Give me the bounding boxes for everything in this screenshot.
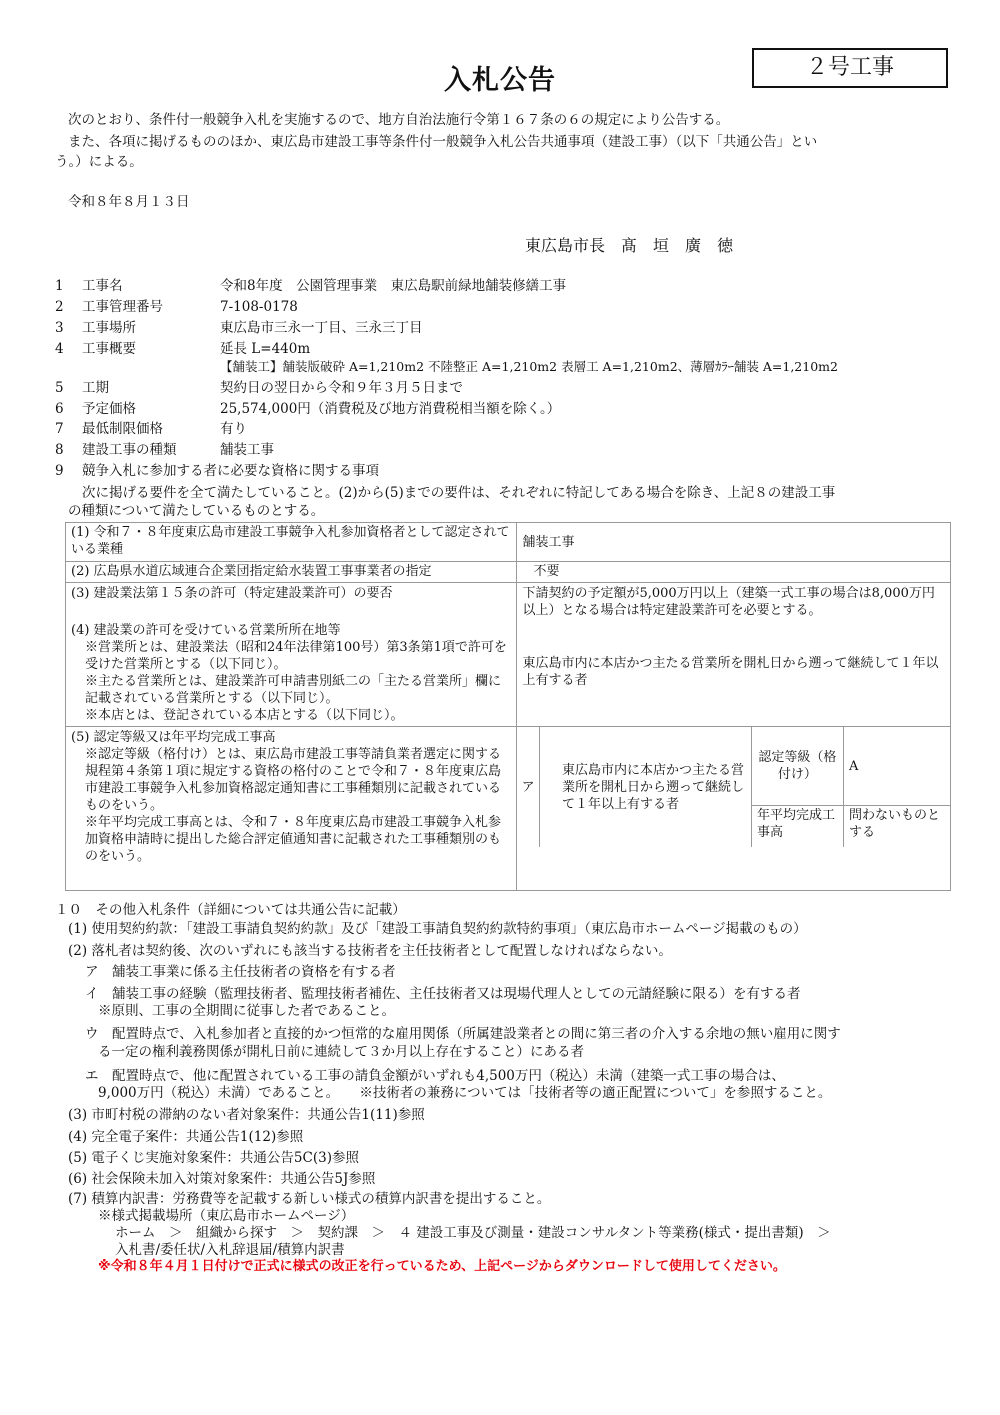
- page-title: 入札公告: [444, 65, 556, 96]
- condition-sub-item: ア 舗装工事業に係る主任技術者の資格を有する者: [85, 964, 396, 980]
- condition-sub-item: ウ 配置時点で、入札参加者と直接的かつ恒常的な雇用関係（所属建設業者との間に第三者の介入する余地の無い雇用に関す: [85, 1026, 841, 1042]
- requirement-label: (1) 令和７・８年度東広島市建設工事競争入札参加資格者として認定されている業種: [66, 523, 517, 562]
- item-value: 令和8年度 公園管理事業 東広島駅前緑地舗装修繕工事: [220, 278, 567, 294]
- requirement-4-value: 東広島市内に本店かつ主たる営業所を開札日から遡って継続して１年以上有する者: [522, 656, 939, 688]
- condition-sub-item-cont: る一定の権利義務関係が開札日前に連続して３か月以上存在すること）にある者: [98, 1044, 584, 1060]
- form-location-path: ホーム ＞ 組織から探す ＞ 契約課 ＞ ４ 建設工事及び測量・建設コンサルタント等業務(様式・提出書類) ＞: [115, 1225, 831, 1241]
- item-number: 8: [55, 442, 64, 458]
- amount-label: 年平均完成工事高: [751, 806, 843, 848]
- intro-line-3: う。）による。: [55, 154, 143, 170]
- requirement-value: [517, 727, 951, 891]
- item-value-detail: 【舗装工】舗装版破砕 A=1,210m2 不陸整正 A=1,210m2 表層工 A=1,210m2、薄層ｶﾗｰ舗装 A=1,210m2: [220, 359, 838, 374]
- construction-number-badge: ２号工事: [752, 48, 948, 88]
- item-number: 5: [55, 380, 64, 396]
- item-value: 有り: [220, 421, 247, 437]
- item-label: 予定価格: [82, 401, 136, 417]
- notice-date: 令和８年８月１３日: [68, 194, 190, 210]
- requirement-value: [517, 583, 951, 727]
- requirement-label: (2) 広島県水道広域連合企業団指定給水装置工事事業者の指定: [66, 562, 517, 583]
- requirement-value: 舗装工事: [517, 523, 951, 562]
- item-label: 工事名: [82, 278, 123, 294]
- item-label: 工事概要: [82, 341, 136, 357]
- requirement-3-label: (3) 建設業法第１５条の許可（特定建設業許可）の要否: [71, 586, 393, 601]
- item-row: [0, 318, 1000, 338]
- form-location-label: ※様式掲載場所（東広島市ホームページ）: [98, 1208, 355, 1224]
- grade-label: 認定等級（格付け）: [751, 727, 843, 806]
- item-row: [0, 339, 1000, 359]
- requirement-4-label: (4) 建設業の許可を受けている営業所所在地等: [71, 623, 341, 638]
- requirement-5-label: (5) 認定等級又は年平均完成工事高: [71, 730, 276, 745]
- table-row: [66, 523, 951, 562]
- item-row: [0, 276, 1000, 296]
- item-number: 4: [55, 341, 64, 357]
- requirement-4-note: ※本店とは、登記されている本店とする（以下同じ）。: [85, 708, 404, 723]
- item-row: [0, 399, 1000, 419]
- condition-text-value: 東広島市内に本店かつ主たる営業所を開札日から遡って継続して１年以上有する者: [561, 762, 744, 812]
- intro-line-1: 次のとおり、条件付一般競争入札を実施するので、地方自治法施行令第１６７条の６の規定により公告する。: [68, 112, 730, 128]
- condition-text: [539, 727, 751, 847]
- condition-item: (4) 完全電子案件：共通公告1(12)参照: [68, 1129, 304, 1145]
- signer-name: 東広島市長 髙 垣 廣 徳: [525, 236, 734, 255]
- table-row: [66, 583, 951, 727]
- item-row: [0, 297, 1000, 317]
- qualification-table: [65, 522, 951, 891]
- item-label: 競争入札に参加する者に必要な資格に関する事項: [82, 463, 379, 479]
- requirement-4-note: ※営業所とは、建設業法（昭和24年法律第100号）第3条第1項で許可を受けた営業所とする（以下同じ）。: [85, 640, 507, 672]
- item-value: 舗装工事: [220, 442, 274, 458]
- table-row: [66, 727, 951, 891]
- condition-sub-note: ※原則、工事の全期間に従事した者であること。: [98, 1003, 395, 1019]
- item-row: [0, 378, 1000, 398]
- item-value: 25,574,000円（消費税及び地方消費税相当額を除く。）: [220, 401, 561, 417]
- section-10-heading: １０ その他入札条件（詳細については共通公告に記載）: [55, 902, 406, 918]
- condition-item: (7) 積算内訳書：労務費等を記載する新しい様式の積算内訳書を提出すること。: [68, 1191, 551, 1207]
- amount-value: 問わないものとする: [843, 806, 950, 848]
- grade-subtable: [517, 727, 950, 847]
- item-row: [0, 419, 1000, 439]
- condition-item: (1) 使用契約約款：「建設工事請負契約約款」及び「建設工事請負契約約款特約事項」（東広島市ホームページ掲載のもの）: [68, 921, 807, 937]
- item-label: 工事場所: [82, 320, 136, 336]
- intro-line-2: また、各項に掲げるもののほか、東広島市建設工事等条件付一般競争入札公告共通事項（建設工事）（以下「共通公告」とい: [68, 134, 818, 150]
- item-number: 3: [55, 320, 64, 336]
- condition-item: (5) 電子くじ実施対象案件：共通公告5C(3)参照: [68, 1150, 359, 1166]
- requirement-value: 不要: [517, 562, 951, 583]
- qualification-lead-2: の種類について満たしているものとする。: [68, 503, 325, 519]
- requirement-label: [66, 583, 517, 727]
- condition-sub-item: イ 舗装工事の経験（監理技術者、監理技術者補佐、主任技術者又は現場代理人としての元請経験に限る）を有する者: [85, 986, 801, 1002]
- condition-mark: ア: [517, 727, 539, 847]
- form-location-path-cont: 入札書/委任状/入札辞退届/積算内訳書: [115, 1242, 345, 1258]
- requirement-3-value: 下請契約の予定額が5,000万円以上（建築一式工事の場合は8,000万円以上）となる場合は特定建設業許可を必要とする。: [522, 586, 935, 618]
- item-row: [0, 461, 1000, 481]
- item-row: [0, 440, 1000, 460]
- item-label: 建設工事の種類: [82, 442, 177, 458]
- requirement-label: [66, 727, 517, 891]
- qualification-lead-1: 次に掲げる要件を全て満たしていること。(2)から(5)までの要件は、それぞれに特記してある場合を除き、上記８の建設工事: [82, 485, 836, 501]
- grade-value: A: [843, 727, 950, 806]
- item-number: 2: [55, 299, 64, 315]
- item-number: 9: [55, 463, 64, 479]
- form-revision-notice: ※令和８年４月１日付けで正式に様式の改正を行っているため、上記ページからダウンロードして使用してください。: [98, 1259, 786, 1274]
- requirement-5-note: ※年平均完成工事高とは、令和７・８年度東広島市建設工事競争入札参加資格申請時に提出した総合評定値通知書に記載された工事種類別のものをいう。: [85, 815, 502, 864]
- requirement-5-note: ※認定等級（格付け）とは、東広島市建設工事等請負業者選定に関する規程第４条第１項に規定する資格の格付のことで令和７・８年度東広島市建設工事競争入札参加資格認定通知書に工事種類別に記載されているものをいう。: [85, 747, 502, 813]
- condition-item: (6) 社会保険未加入対策対象案件：共通公告5J参照: [68, 1171, 376, 1187]
- item-number: 6: [55, 401, 64, 417]
- requirement-4-note: ※主たる営業所とは、建設業許可申請書別紙二の「主たる営業所」欄に記載されている営業所とする（以下同じ）。: [85, 674, 502, 706]
- item-value: 7-108-0178: [220, 299, 298, 315]
- item-label: 工期: [82, 380, 109, 396]
- condition-item: (3) 市町村税の滞納のない者対象案件：共通公告1(11)参照: [68, 1107, 425, 1123]
- condition-sub-item-cont: 9,000万円（税込）未満）であること。 ※技術者の兼務については「技術者等の適正配置について」を参照すること。: [98, 1085, 832, 1101]
- condition-sub-item: エ 配置時点で、他に配置されている工事の請負金額がいずれも4,500万円（税込）未満（建築一式工事の場合は、: [85, 1068, 785, 1084]
- table-row: [66, 562, 951, 583]
- condition-item: (2) 落札者は契約後、次のいずれにも該当する技術者を主任技術者として配置しなければならない。: [68, 943, 672, 959]
- item-value: 東広島市三永一丁目、三永三丁目: [220, 320, 423, 336]
- item-number: 1: [55, 278, 64, 294]
- item-value: 延長 L=440m: [220, 341, 311, 357]
- item-label: 最低制限価格: [82, 421, 163, 437]
- item-label: 工事管理番号: [82, 299, 163, 315]
- item-value: 契約日の翌日から令和９年３月５日まで: [220, 380, 463, 396]
- item-row-continued: [0, 357, 1000, 377]
- item-number: 7: [55, 421, 64, 437]
